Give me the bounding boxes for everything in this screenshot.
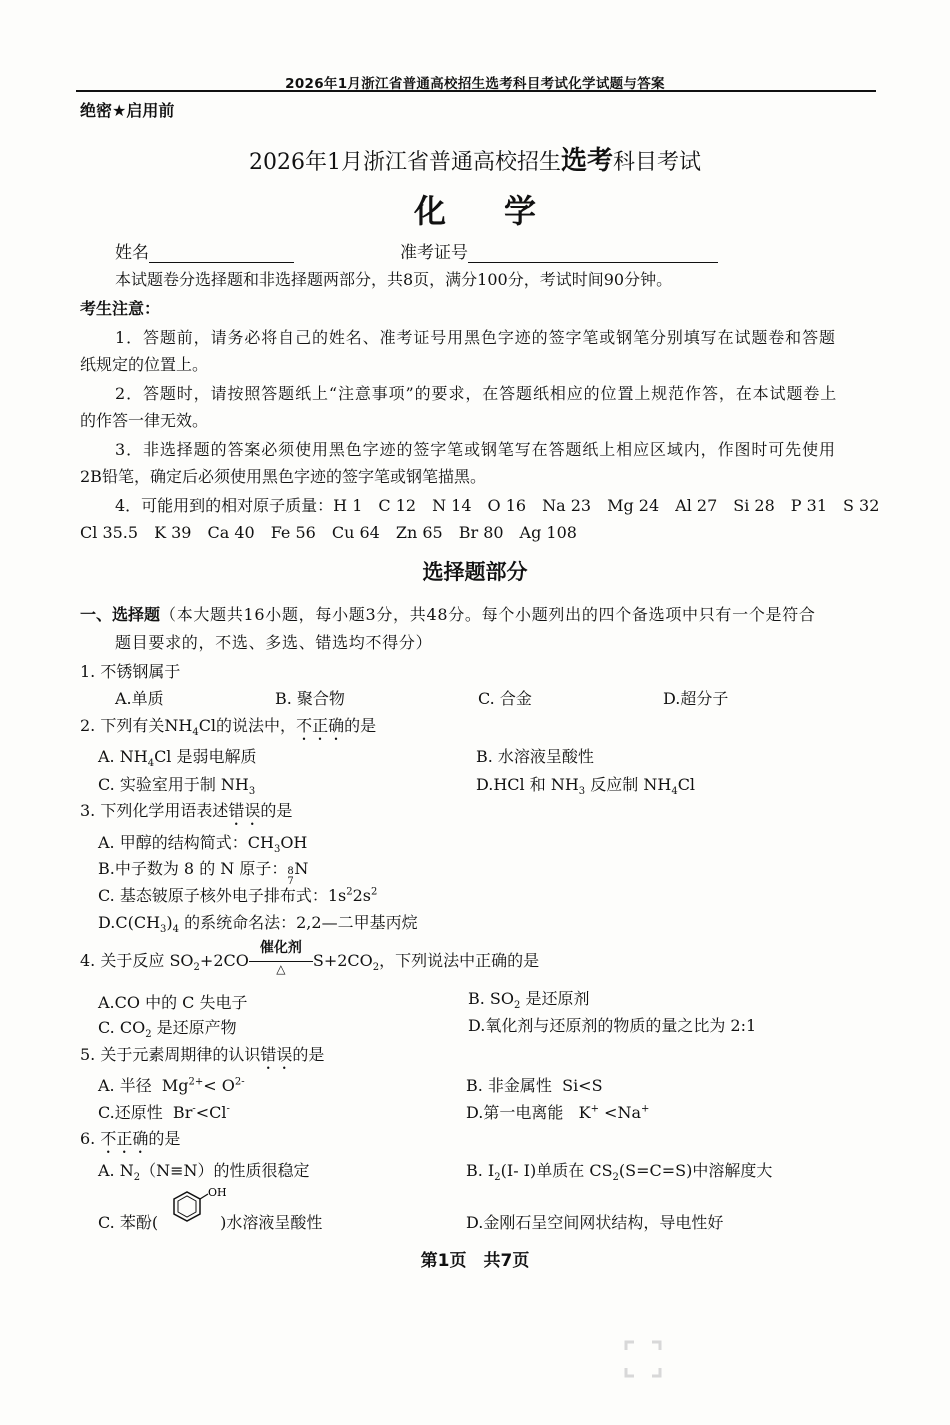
part1-desc-line1	[80, 602, 816, 625]
title-pre: 2026年1月浙江省普通高校招生	[248, 150, 561, 175]
notice-4a: 4．可能用到的相对原子质量：H 1 C 12 N 14 O 16 Na 23 Mg 24 Al 27 Si 28 P 31 S 32	[115, 496, 880, 515]
q2-stem-mid: Cl的说法中，	[198, 716, 297, 735]
q1-option-b[interactable]: B. 聚合物	[275, 689, 345, 708]
scan-frame-icon	[622, 1338, 664, 1380]
q5-stem-emph: 错误	[260, 1045, 293, 1064]
q6-option-c[interactable]: C. 苯酚( OH )水溶液呈酸性	[98, 1185, 323, 1232]
q2-option-a[interactable]: A. $NH_4Cl$ 是弱电解质	[98, 747, 257, 770]
q4-option-d[interactable]: D.氧化剂与还原剂的物质的量之比为 2:1	[468, 1016, 757, 1035]
q3-option-d[interactable]: $D.C(CH_3)_4$ 的系统命名法：2,2—二甲基丙烷	[98, 913, 418, 936]
q4-reaction-arrow	[249, 939, 313, 976]
header-rule	[76, 90, 876, 92]
title-big: 选考	[560, 146, 613, 176]
name-blank[interactable]	[149, 244, 294, 263]
q2-stem-pre: 2. 下列有关NH	[80, 716, 193, 735]
section-title: 选择题部分	[422, 560, 528, 584]
q4-stem-post: ，下列说法中正确的是	[379, 951, 540, 970]
q1-stem: 1. 不锈钢属于	[80, 662, 181, 681]
page-footer: 第1页 共7页	[420, 1251, 530, 1271]
q5-option-b[interactable]: B. 非金属性 Si<S	[466, 1076, 603, 1095]
title-post: 科目考试	[613, 150, 702, 175]
q3-option-c[interactable]: C. 基态铍原子核外电子排布式：$1s^22s^2$	[98, 886, 378, 905]
q3-option-a[interactable]: A. 甲醇的结构简式：$CH_3OH$	[98, 833, 308, 856]
notice-title: 考生注意：	[80, 299, 161, 318]
phenol-structure-icon	[158, 1185, 227, 1233]
id-label: 准考证号	[400, 243, 468, 263]
q3-option-b[interactable]: B.中子数为 8 的 N 原子： 8 7 N	[98, 859, 309, 887]
q3-stem-pre: 3. 下列化学用语表述	[80, 801, 229, 820]
q2-stem-emph: 不正确	[296, 716, 345, 735]
q5-option-a[interactable]: A. 半径 $Mg^{2+}< O^{2-}$	[98, 1076, 245, 1095]
part1-desc1: （本大题共16小题，每小题3分，共48分。每个小题列出的四个备选项中只有一个是符合	[160, 605, 816, 624]
name-label: 姓名	[115, 243, 149, 263]
q2-stem	[80, 713, 376, 744]
q2-option-c[interactable]: C. 实验室用于制 $NH_3$	[98, 775, 256, 798]
q5-option-c[interactable]: C.还原性 Br-<Cl-	[98, 1103, 230, 1122]
notice-2a: 2．答题时，请按照答题纸上“注意事项”的要求，在答题纸相应的位置上规范作答，在本试题卷上	[115, 384, 838, 403]
q5-option-d[interactable]: D.第一电离能 K+ <Na+	[466, 1103, 650, 1122]
q4-option-b[interactable]: B. $SO_2$ 是还原剂	[468, 989, 590, 1012]
exam-title	[0, 140, 950, 177]
q4-option-a[interactable]: A.CO 中的 C 失电子	[98, 993, 248, 1012]
q6-stem	[80, 1126, 180, 1157]
q6-stem-emph: 不正确	[100, 1129, 149, 1148]
id-field[interactable]	[400, 238, 718, 263]
q4-stem: 4. 关于反应 $SO_2+2CO$ 催化剂 △ $S+2CO_2$，下列说法中正确的是	[80, 948, 539, 971]
id-blank[interactable]	[468, 244, 718, 263]
q3-stem	[80, 798, 292, 829]
q1-option-d[interactable]: D.超分子	[663, 689, 729, 708]
q2-option-b[interactable]: B. 水溶液呈酸性	[476, 747, 594, 766]
q4-heat-symbol: △	[276, 961, 286, 976]
name-field[interactable]	[115, 238, 294, 263]
notice-3b: 2B铅笔，确定后必须使用黑色字迹的签字笔或钢笔描黑。	[80, 467, 486, 486]
notice-2b: 的作答一律无效。	[80, 411, 209, 430]
q3-stem-post: 的是	[260, 801, 293, 820]
q5-stem-post: 的是	[292, 1045, 325, 1064]
q2-option-d[interactable]: D.HCl 和 $NH_3$ 反应制 $NH_4Cl$	[476, 775, 696, 798]
subject-title: 化学	[413, 192, 594, 230]
q4-option-c[interactable]: C. $CO_2$ 是还原产物	[98, 1018, 237, 1041]
intro-text: 本试题卷分选择题和非选择题两部分，共8页，满分100分，考试时间90分钟。	[115, 270, 673, 289]
svg-text:OH: OH	[208, 1185, 227, 1199]
q5-stem-pre: 5. 关于元素周期律的认识	[80, 1045, 261, 1064]
notice-3a: 3．非选择题的答案必须使用黑色字迹的签字笔或钢笔写在答题纸上相应区域内，作图时可先使用	[115, 440, 836, 459]
part1-desc2: 题目要求的，不选、多选、错选均不得分）	[115, 633, 433, 652]
q6-option-b[interactable]: B. $I_2(I-$ I)单质在 $CS_2(S=C=S)$中溶解度大	[466, 1161, 773, 1184]
q1-option-a[interactable]: A.单质	[115, 689, 164, 708]
q2-stem-post: 的是	[344, 716, 377, 735]
q6-stem-post: 的是	[148, 1129, 181, 1148]
q2-stem-sub: 4	[192, 727, 199, 739]
q1-option-c[interactable]: C. 合金	[478, 689, 532, 708]
q6-option-a[interactable]: A. $N_2(N\equiv N)$的性质很稳定	[98, 1161, 310, 1184]
q5-stem	[80, 1042, 324, 1073]
q6-stem-pre: 6.	[80, 1129, 101, 1148]
notice-4b: Cl 35.5 K 39 Ca 40 Fe 56 Cu 64 Zn 65 Br 80 Ag 108	[80, 523, 577, 542]
secret-label: 绝密★启用前	[80, 101, 175, 120]
q6-option-d[interactable]: D.金刚石呈空间网状结构，导电性好	[466, 1213, 724, 1232]
notice-1a: 1．答题前，请务必将自己的姓名、准考证号用黑色字迹的签字笔或钢笔分别填写在试题卷和答题	[115, 328, 836, 347]
part1-head: 一、选择题	[80, 605, 161, 624]
q3-stem-emph: 错误	[228, 801, 261, 820]
notice-1b: 纸规定的位置上。	[80, 355, 209, 374]
q4-stem-pre: 4. 关于反应 SO	[80, 951, 194, 970]
running-header: 2026年1月浙江省普通高校招生选考科目考试化学试题与答案	[285, 76, 665, 92]
q4-catalyst-label: 催化剂	[259, 939, 302, 956]
